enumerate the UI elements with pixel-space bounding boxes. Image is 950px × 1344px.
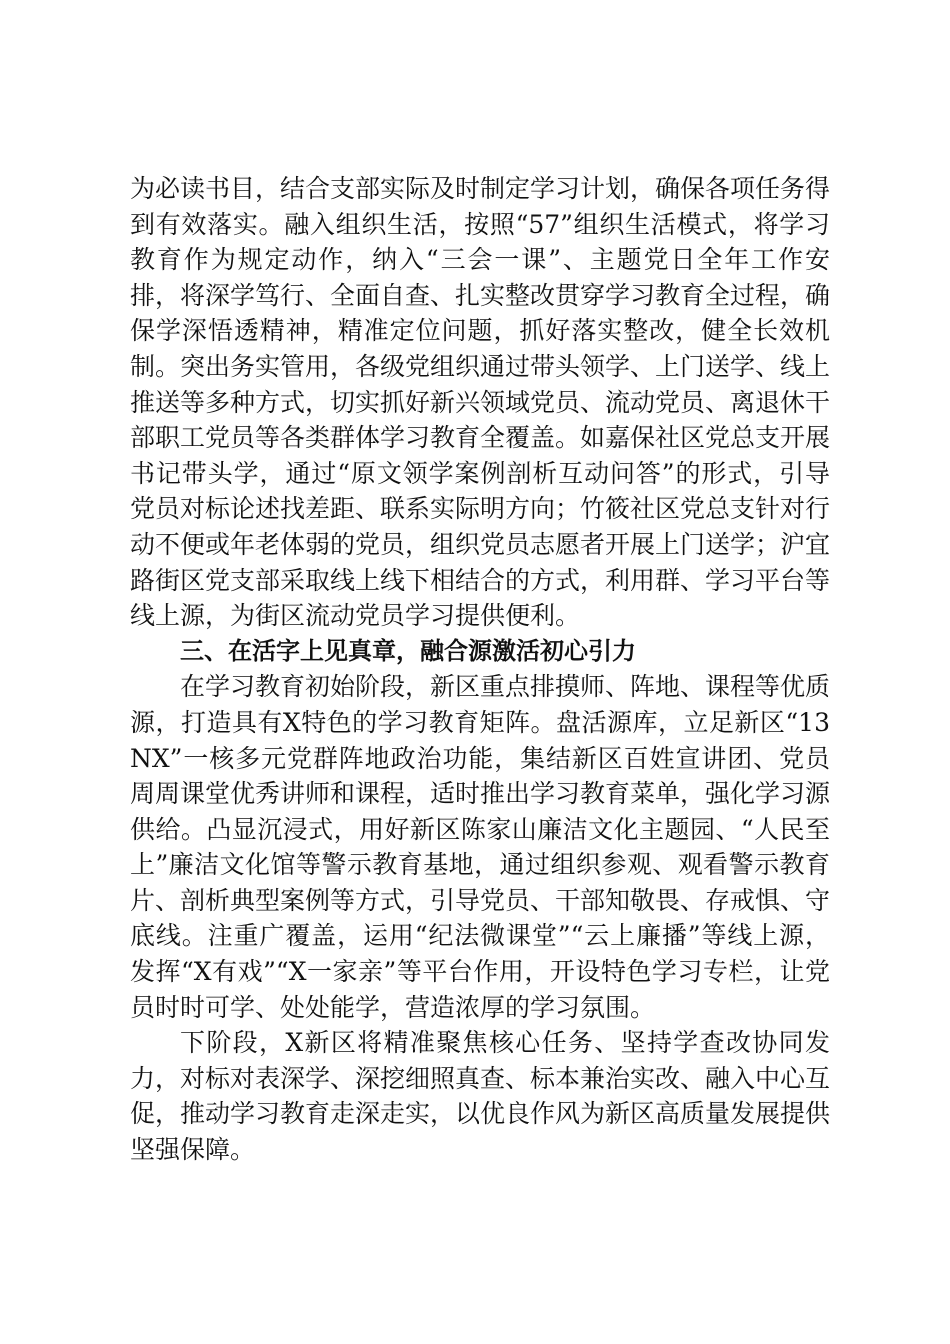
document-body [130, 171, 830, 1168]
section-heading-three: 三、在活字上见真章，融合源激活初心引力 [180, 636, 636, 665]
paragraph-resource-integration: 在学习教育初始阶段，新区重点排摸师、阵地、课程等优质源，打造具有X特色的学习教育矩阵。盘活源库，立足新区“13NX”一核多元党群阵地政治功能，集结新区百姓宣讲团、党员周周课堂优秀讲师和课程，适时推出学习教育菜单，强化学习源供给。凸显沉浸式，用好新区陈家山廉洁文化主题园、“人民至上”廉洁文化馆等警示教育基地，通过组织参观、观看警示教育片、剖析典型案例等方式，引导党员、干部知敬畏、存戒惧、守底线。注重广覆盖，运用“纪法微课堂”“云上廉播”等线上源，发挥“X有戏”“X一家亲”等平台作用，开设特色学习专栏，让党员时时可学、处处能学，营造浓厚的学习氛围。 [130, 672, 831, 1022]
paragraph-next-stage: 下阶段，X新区将精准聚焦核心任务、坚持学查改协同发力，对标对表深学、深挖细照真查、标本兼治实改、融入中心互促，推动学习教育走深走实，以优良作风为新区高质量发展提供坚强保障。 [130, 1028, 831, 1165]
paragraph-support-implementation: 为必读书目，结合支部实际及时制定学习计划，确保各项任务得到有效落实。融入组织生活，按照“57”组织生活模式，将学习教育作为规定动作，纳入“三会一课”、主题党日全年工作安排，将深学笃行、全面自查、扎实整改贯穿学习教育全过程，确保学深悟透精神，精准定位问题，抓好落实整改，健全长效机制。突出务实管用，各级党组织通过带头领学、上门送学、线上推送等多种方式，切实抓好新兴领域党员、流动党员、离退休干部职工党员等各类群体学习教育全覆盖。如嘉保社区党总支开展书记带头学，通过“原文领学案例剖析互动问答”的形式，引导党员对标论述找差距、联系实际明方向；竹筱社区党总支针对行动不便或年老体弱的党员，组织党员志愿者开展上门送学；沪宜路街区党支部采取线上线下相结合的方式，利用群、学习平台等线上源，为街区流动党员学习提供便利。 [130, 174, 831, 631]
